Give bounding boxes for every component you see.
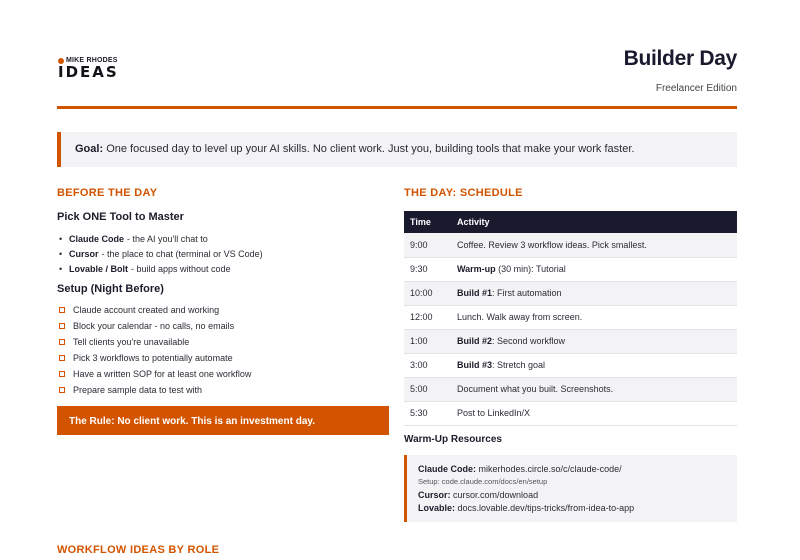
checklist-item (59, 334, 389, 350)
table-header-row (404, 211, 737, 233)
table-row (404, 281, 737, 305)
time-cell: 10:00 (404, 281, 457, 305)
tool-name: Cursor (69, 248, 99, 259)
resource-label: Lovable: (418, 503, 456, 513)
checklist-item (59, 382, 389, 398)
schedule-section (404, 197, 737, 426)
tool-desc: - the AI you'll chat to (127, 233, 208, 244)
activity-text: Lunch. Walk away from screen. (457, 312, 583, 322)
time-cell: 5:00 (404, 377, 457, 401)
activity-bold: Warm-up (457, 264, 496, 274)
tool-name: Lovable / Bolt (69, 263, 129, 274)
page-title: Builder Day (623, 47, 737, 70)
resource-cursor (418, 489, 737, 502)
checklist-item (59, 366, 389, 382)
tool-desc: - the place to chat (terminal or VS Code) (101, 248, 263, 259)
checklist-text: Pick 3 workflows to potentially automate (73, 353, 233, 363)
tool-name: Claude Code (69, 233, 125, 244)
checkbox-icon[interactable] (59, 323, 65, 329)
resources-heading: Warm-Up Resources (404, 434, 502, 445)
table-row (404, 377, 737, 401)
activity-cell (457, 305, 737, 329)
activity-bold: Build #2 (457, 336, 493, 346)
logo (58, 57, 119, 79)
time-cell: 12:00 (404, 305, 457, 329)
time-cell: 1:00 (404, 329, 457, 353)
checklist-text: Prepare sample data to test with (73, 385, 203, 395)
activity-text: Document what you built. Screenshots. (457, 384, 614, 394)
checklist-text: Claude account created and working (73, 305, 220, 315)
activity-cell (457, 401, 737, 425)
goal-label: Goal: (75, 143, 104, 155)
checkbox-icon[interactable] (59, 339, 65, 345)
schedule-table (404, 211, 737, 426)
time-cell: 5:30 (404, 401, 457, 425)
tools-list (57, 231, 389, 276)
list-item (59, 231, 389, 246)
activity-cell (457, 257, 737, 281)
goal-callout (57, 132, 737, 167)
resource-link[interactable]: cursor.com/download (453, 490, 539, 500)
activity-cell (457, 353, 737, 377)
page-subtitle: Freelancer Edition (655, 83, 737, 94)
activity-text: : Stretch goal (492, 360, 546, 370)
activity-cell (457, 329, 737, 353)
rule-callout: The Rule: No client work. This is an investment day. (57, 406, 389, 435)
checkbox-icon[interactable] (59, 387, 65, 393)
checklist-text: Tell clients you're unavailable (73, 337, 190, 347)
bullet-icon: • (59, 248, 63, 259)
activity-cell (457, 377, 737, 401)
tool-desc: - build apps without code (131, 263, 231, 274)
list-item (59, 246, 389, 261)
resource-link[interactable]: mikerhodes.circle.so/c/claude-code/ (478, 464, 622, 474)
column-header-activity: Activity (457, 211, 737, 233)
title-block (624, 47, 737, 94)
list-item (59, 261, 389, 276)
activity-text: Post to LinkedIn/X (457, 408, 531, 418)
checkbox-icon[interactable] (59, 307, 65, 313)
table-row (404, 353, 737, 377)
bullet-icon: • (59, 233, 63, 244)
activity-text: (30 min): Tutorial (495, 264, 566, 274)
table-row (404, 257, 737, 281)
resource-lovable (418, 502, 737, 515)
checklist-item (59, 318, 389, 334)
time-cell: 3:00 (404, 353, 457, 377)
activity-cell (457, 281, 737, 305)
resource-label: Cursor: (418, 490, 451, 500)
table-row (404, 233, 737, 257)
checklist-item (59, 302, 389, 318)
time-cell: 9:30 (404, 257, 457, 281)
checkbox-icon[interactable] (59, 355, 65, 361)
table-row (404, 305, 737, 329)
activity-bold: Build #1 (457, 288, 493, 298)
before-day-section (57, 211, 389, 398)
resource-link[interactable]: docs.lovable.dev/tips-tricks/from-idea-to-app (457, 503, 635, 513)
resource-claude (418, 463, 737, 476)
table-row (404, 329, 737, 353)
tools-heading: Pick ONE Tool to Master (57, 211, 184, 223)
checkbox-icon[interactable] (59, 371, 65, 377)
resource-label: Claude Code: (418, 464, 477, 474)
resources-callout (404, 455, 737, 522)
setup-heading: Setup (Night Before) (57, 283, 164, 295)
time-cell: 9:00 (404, 233, 457, 257)
column-header-time: Time (404, 211, 457, 233)
activity-bold: Build #3 (457, 360, 493, 370)
setup-checklist (57, 302, 389, 398)
checklist-text: Have a written SOP for at least one workflow (73, 369, 252, 379)
workflow-heading: WORKFLOW IDEAS BY ROLE (57, 544, 220, 556)
header-divider (57, 106, 737, 109)
schedule-heading: THE DAY: SCHEDULE (404, 187, 523, 199)
logo-top-text: MIKE RHODES (66, 57, 118, 64)
table-row (404, 401, 737, 425)
resource-claude-setup[interactable]: Setup: code.claude.com/docs/en/setup (418, 477, 548, 486)
activity-text: Coffee. Review 3 workflow ideas. Pick smallest. (457, 239, 647, 250)
checklist-item (59, 350, 389, 366)
activity-text: : First automation (492, 288, 562, 298)
activity-text: : Second workflow (492, 336, 566, 346)
activity-cell (457, 233, 737, 257)
checklist-text: Block your calendar - no calls, no emails (73, 321, 235, 331)
goal-text: One focused day to level up your AI skills. No client work. Just you, building tools that make your work faster. (106, 143, 635, 155)
before-day-heading: BEFORE THE DAY (57, 187, 158, 199)
logo-main-text: IDEAS (58, 63, 119, 81)
bullet-icon: • (59, 263, 63, 274)
